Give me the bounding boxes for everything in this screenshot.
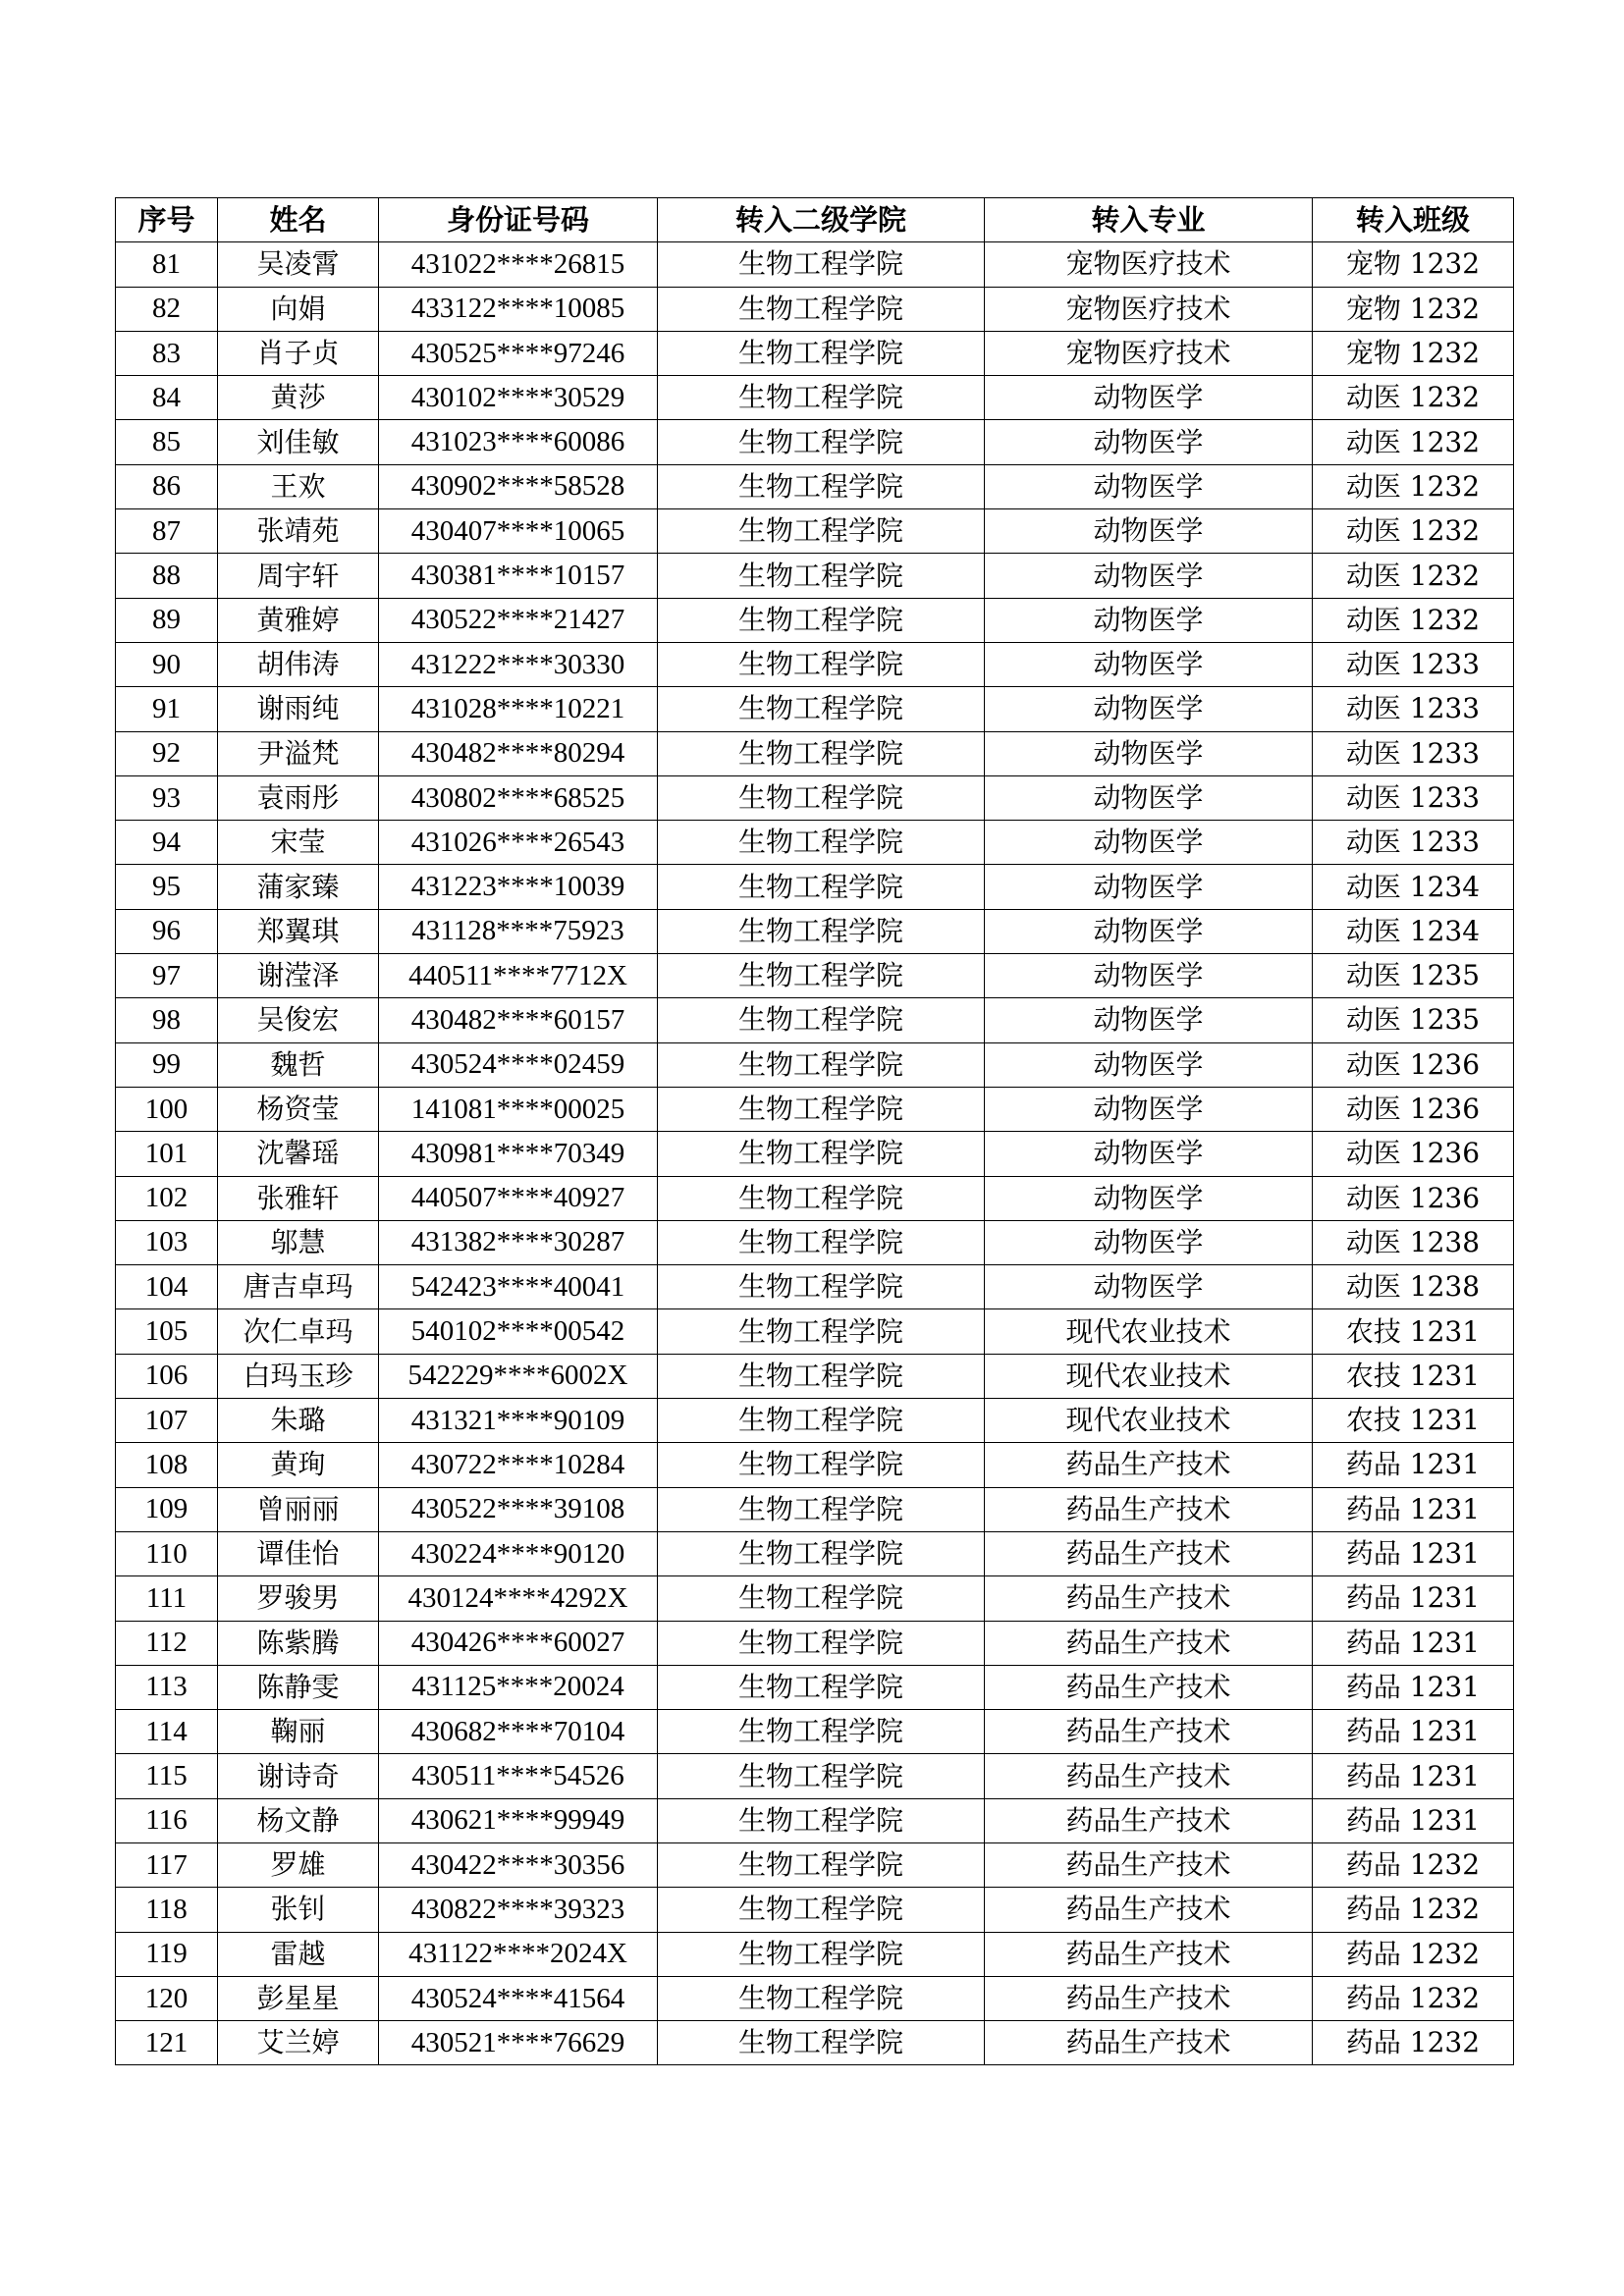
cell-target-class: 动医 1232 — [1313, 464, 1514, 508]
cell-serial-number: 86 — [116, 464, 218, 508]
table-row — [116, 1487, 1514, 1531]
table-row — [116, 1621, 1514, 1665]
cell-target-college: 生物工程学院 — [658, 1132, 985, 1176]
cell-id-number: 430524****02459 — [379, 1042, 658, 1087]
cell-target-college: 生物工程学院 — [658, 464, 985, 508]
cell-serial-number: 97 — [116, 954, 218, 998]
cell-target-college: 生物工程学院 — [658, 1487, 985, 1531]
cell-id-number: 430525****97246 — [379, 331, 658, 375]
cell-target-college: 生物工程学院 — [658, 1710, 985, 1754]
cell-target-college: 生物工程学院 — [658, 731, 985, 775]
cell-id-number: 430102****30529 — [379, 376, 658, 420]
cell-name: 尹溢梵 — [218, 731, 379, 775]
table-row — [116, 1220, 1514, 1264]
table-row — [116, 1754, 1514, 1798]
cell-target-college: 生物工程学院 — [658, 331, 985, 375]
cell-id-number: 431125****20024 — [379, 1665, 658, 1709]
cell-serial-number: 98 — [116, 998, 218, 1042]
cell-serial-number: 96 — [116, 909, 218, 953]
cell-serial-number: 83 — [116, 331, 218, 375]
cell-target-major: 药品生产技术 — [985, 1487, 1313, 1531]
cell-target-major: 药品生产技术 — [985, 1888, 1313, 1932]
cell-name: 袁雨彤 — [218, 775, 379, 820]
cell-target-class: 动医 1236 — [1313, 1042, 1514, 1087]
table-row — [116, 1443, 1514, 1487]
cell-serial-number: 120 — [116, 1976, 218, 2020]
table-row — [116, 1576, 1514, 1621]
cell-id-number: 430981****70349 — [379, 1132, 658, 1176]
cell-target-class: 动医 1235 — [1313, 954, 1514, 998]
cell-target-college: 生物工程学院 — [658, 376, 985, 420]
cell-target-college: 生物工程学院 — [658, 642, 985, 686]
cell-id-number: 431222****30330 — [379, 642, 658, 686]
cell-name: 黄莎 — [218, 376, 379, 420]
table-body — [116, 242, 1514, 2065]
cell-target-college: 生物工程学院 — [658, 954, 985, 998]
header-target-class: 转入班级 — [1313, 198, 1514, 242]
cell-id-number: 540102****00542 — [379, 1309, 658, 1354]
cell-name: 唐吉卓玛 — [218, 1265, 379, 1309]
cell-target-major: 动物医学 — [985, 775, 1313, 820]
table-row — [116, 1665, 1514, 1709]
cell-target-college: 生物工程学院 — [658, 420, 985, 464]
cell-target-college: 生物工程学院 — [658, 1798, 985, 1842]
cell-id-number: 141081****00025 — [379, 1087, 658, 1131]
cell-target-major: 药品生产技术 — [985, 1531, 1313, 1575]
table-row — [116, 554, 1514, 598]
cell-target-class: 农技 1231 — [1313, 1354, 1514, 1398]
cell-target-major: 药品生产技术 — [985, 1932, 1313, 1976]
table-row — [116, 1710, 1514, 1754]
cell-name: 谢雨纯 — [218, 687, 379, 731]
cell-name: 刘佳敏 — [218, 420, 379, 464]
cell-id-number: 430426****60027 — [379, 1621, 658, 1665]
cell-serial-number: 89 — [116, 598, 218, 642]
cell-serial-number: 117 — [116, 1842, 218, 1887]
cell-serial-number: 112 — [116, 1621, 218, 1665]
cell-target-major: 药品生产技术 — [985, 2021, 1313, 2065]
cell-target-class: 动医 1233 — [1313, 775, 1514, 820]
cell-target-class: 药品 1232 — [1313, 1842, 1514, 1887]
cell-name: 次仁卓玛 — [218, 1309, 379, 1354]
cell-target-major: 药品生产技术 — [985, 1443, 1313, 1487]
cell-target-college: 生物工程学院 — [658, 1531, 985, 1575]
table-row — [116, 731, 1514, 775]
table-row — [116, 1354, 1514, 1398]
table-row — [116, 420, 1514, 464]
header-id-number: 身份证号码 — [379, 198, 658, 242]
table-row — [116, 1132, 1514, 1176]
cell-target-class: 动医 1232 — [1313, 509, 1514, 554]
cell-target-major: 药品生产技术 — [985, 1621, 1313, 1665]
cell-target-college: 生物工程学院 — [658, 1976, 985, 2020]
cell-serial-number: 93 — [116, 775, 218, 820]
cell-id-number: 542229****6002X — [379, 1354, 658, 1398]
cell-id-number: 542423****40041 — [379, 1265, 658, 1309]
cell-serial-number: 91 — [116, 687, 218, 731]
cell-target-class: 动医 1236 — [1313, 1176, 1514, 1220]
cell-target-class: 药品 1232 — [1313, 1932, 1514, 1976]
cell-target-college: 生物工程学院 — [658, 1220, 985, 1264]
cell-target-major: 动物医学 — [985, 1042, 1313, 1087]
header-target-college: 转入二级学院 — [658, 198, 985, 242]
header-serial-number: 序号 — [116, 198, 218, 242]
cell-name: 杨资莹 — [218, 1087, 379, 1131]
cell-target-college: 生物工程学院 — [658, 1176, 985, 1220]
cell-name: 罗雄 — [218, 1842, 379, 1887]
cell-name: 陈静雯 — [218, 1665, 379, 1709]
table-row — [116, 821, 1514, 865]
cell-target-college: 生物工程学院 — [658, 998, 985, 1042]
cell-serial-number: 103 — [116, 1220, 218, 1264]
cell-target-class: 农技 1231 — [1313, 1309, 1514, 1354]
cell-target-major: 动物医学 — [985, 464, 1313, 508]
cell-name: 蒲家臻 — [218, 865, 379, 909]
cell-target-major: 动物医学 — [985, 998, 1313, 1042]
cell-id-number: 430621****99949 — [379, 1798, 658, 1842]
cell-serial-number: 113 — [116, 1665, 218, 1709]
cell-target-class: 宠物 1232 — [1313, 331, 1514, 375]
cell-target-major: 动物医学 — [985, 376, 1313, 420]
table-row — [116, 865, 1514, 909]
cell-target-major: 动物医学 — [985, 1087, 1313, 1131]
cell-serial-number: 106 — [116, 1354, 218, 1398]
cell-target-class: 药品 1232 — [1313, 1888, 1514, 1932]
cell-target-class: 动医 1233 — [1313, 687, 1514, 731]
cell-name: 郑翼琪 — [218, 909, 379, 953]
cell-id-number: 431128****75923 — [379, 909, 658, 953]
cell-name: 张靖苑 — [218, 509, 379, 554]
cell-name: 吴俊宏 — [218, 998, 379, 1042]
table-row — [116, 2021, 1514, 2065]
cell-name: 罗骏男 — [218, 1576, 379, 1621]
cell-target-class: 药品 1231 — [1313, 1710, 1514, 1754]
cell-id-number: 431122****2024X — [379, 1932, 658, 1976]
cell-id-number: 430521****76629 — [379, 2021, 658, 2065]
cell-name: 白玛玉珍 — [218, 1354, 379, 1398]
cell-target-class: 动医 1233 — [1313, 642, 1514, 686]
table-header-row — [116, 198, 1514, 242]
cell-target-class: 动医 1236 — [1313, 1087, 1514, 1131]
cell-target-major: 宠物医疗技术 — [985, 287, 1313, 331]
cell-target-college: 生物工程学院 — [658, 1087, 985, 1131]
cell-serial-number: 85 — [116, 420, 218, 464]
cell-name: 鞠丽 — [218, 1710, 379, 1754]
table-row — [116, 1888, 1514, 1932]
cell-target-major: 动物医学 — [985, 420, 1313, 464]
cell-target-major: 动物医学 — [985, 1176, 1313, 1220]
cell-target-major: 药品生产技术 — [985, 1798, 1313, 1842]
cell-id-number: 430511****54526 — [379, 1754, 658, 1798]
cell-target-class: 动医 1232 — [1313, 598, 1514, 642]
cell-target-college: 生物工程学院 — [658, 1354, 985, 1398]
cell-target-major: 药品生产技术 — [985, 1665, 1313, 1709]
cell-target-major: 动物医学 — [985, 1132, 1313, 1176]
cell-id-number: 430407****10065 — [379, 509, 658, 554]
cell-name: 黄珣 — [218, 1443, 379, 1487]
cell-id-number: 430422****30356 — [379, 1842, 658, 1887]
cell-id-number: 430722****10284 — [379, 1443, 658, 1487]
cell-target-class: 药品 1232 — [1313, 2021, 1514, 2065]
table-row — [116, 242, 1514, 287]
cell-target-major: 宠物医疗技术 — [985, 242, 1313, 287]
cell-id-number: 430682****70104 — [379, 1710, 658, 1754]
cell-target-college: 生物工程学院 — [658, 1309, 985, 1354]
cell-name: 曾丽丽 — [218, 1487, 379, 1531]
cell-id-number: 430822****39323 — [379, 1888, 658, 1932]
cell-name: 宋莹 — [218, 821, 379, 865]
table-row — [116, 1399, 1514, 1443]
cell-serial-number: 101 — [116, 1132, 218, 1176]
cell-serial-number: 87 — [116, 509, 218, 554]
cell-name: 谢诗奇 — [218, 1754, 379, 1798]
cell-name: 雷越 — [218, 1932, 379, 1976]
cell-target-class: 药品 1232 — [1313, 1976, 1514, 2020]
cell-target-college: 生物工程学院 — [658, 1042, 985, 1087]
cell-target-college: 生物工程学院 — [658, 1842, 985, 1887]
cell-serial-number: 88 — [116, 554, 218, 598]
cell-serial-number: 90 — [116, 642, 218, 686]
cell-id-number: 430124****4292X — [379, 1576, 658, 1621]
cell-target-class: 宠物 1232 — [1313, 242, 1514, 287]
cell-id-number: 431022****26815 — [379, 242, 658, 287]
cell-target-college: 生物工程学院 — [658, 1932, 985, 1976]
cell-target-class: 药品 1231 — [1313, 1665, 1514, 1709]
cell-target-major: 药品生产技术 — [985, 1842, 1313, 1887]
cell-target-class: 动医 1232 — [1313, 554, 1514, 598]
cell-serial-number: 121 — [116, 2021, 218, 2065]
cell-serial-number: 105 — [116, 1309, 218, 1354]
cell-id-number: 440507****40927 — [379, 1176, 658, 1220]
cell-target-college: 生物工程学院 — [658, 1665, 985, 1709]
cell-target-college: 生物工程学院 — [658, 2021, 985, 2065]
cell-target-class: 药品 1231 — [1313, 1754, 1514, 1798]
cell-name: 谢滢泽 — [218, 954, 379, 998]
cell-target-college: 生物工程学院 — [658, 1399, 985, 1443]
cell-name: 朱璐 — [218, 1399, 379, 1443]
cell-target-college: 生物工程学院 — [658, 821, 985, 865]
cell-name: 艾兰婷 — [218, 2021, 379, 2065]
table-row — [116, 998, 1514, 1042]
cell-name: 杨文静 — [218, 1798, 379, 1842]
cell-target-class: 动医 1234 — [1313, 909, 1514, 953]
table-row — [116, 1042, 1514, 1087]
table-row — [116, 331, 1514, 375]
table-row — [116, 1176, 1514, 1220]
cell-id-number: 430381****10157 — [379, 554, 658, 598]
cell-target-class: 动医 1233 — [1313, 821, 1514, 865]
cell-target-major: 药品生产技术 — [985, 1976, 1313, 2020]
cell-target-class: 动医 1238 — [1313, 1220, 1514, 1264]
table-row — [116, 1309, 1514, 1354]
cell-target-college: 生物工程学院 — [658, 509, 985, 554]
cell-target-major: 宠物医疗技术 — [985, 331, 1313, 375]
cell-target-class: 宠物 1232 — [1313, 287, 1514, 331]
cell-target-college: 生物工程学院 — [658, 1888, 985, 1932]
table-row — [116, 287, 1514, 331]
cell-target-major: 动物医学 — [985, 1220, 1313, 1264]
cell-target-college: 生物工程学院 — [658, 1621, 985, 1665]
cell-serial-number: 115 — [116, 1754, 218, 1798]
cell-target-major: 动物医学 — [985, 865, 1313, 909]
cell-target-class: 药品 1231 — [1313, 1443, 1514, 1487]
cell-name: 黄雅婷 — [218, 598, 379, 642]
cell-id-number: 430522****39108 — [379, 1487, 658, 1531]
cell-id-number: 430482****80294 — [379, 731, 658, 775]
cell-id-number: 430902****58528 — [379, 464, 658, 508]
cell-target-class: 动医 1235 — [1313, 998, 1514, 1042]
cell-name: 肖子贞 — [218, 331, 379, 375]
cell-target-college: 生物工程学院 — [658, 1576, 985, 1621]
table-row — [116, 1087, 1514, 1131]
cell-target-class: 动医 1238 — [1313, 1265, 1514, 1309]
table-row — [116, 1798, 1514, 1842]
cell-name: 王欢 — [218, 464, 379, 508]
cell-target-class: 药品 1231 — [1313, 1621, 1514, 1665]
cell-id-number: 431026****26543 — [379, 821, 658, 865]
cell-target-major: 动物医学 — [985, 909, 1313, 953]
table-row — [116, 598, 1514, 642]
cell-serial-number: 110 — [116, 1531, 218, 1575]
cell-serial-number: 111 — [116, 1576, 218, 1621]
cell-name: 吴凌霄 — [218, 242, 379, 287]
table-row — [116, 1976, 1514, 2020]
cell-name: 沈馨瑶 — [218, 1132, 379, 1176]
cell-name: 张雅轩 — [218, 1176, 379, 1220]
cell-serial-number: 119 — [116, 1932, 218, 1976]
transfer-student-table — [115, 197, 1514, 2065]
cell-id-number: 431321****90109 — [379, 1399, 658, 1443]
cell-name: 邬慧 — [218, 1220, 379, 1264]
cell-id-number: 440511****7712X — [379, 954, 658, 998]
cell-id-number: 431382****30287 — [379, 1220, 658, 1264]
cell-serial-number: 102 — [116, 1176, 218, 1220]
cell-name: 周宇轩 — [218, 554, 379, 598]
cell-target-major: 动物医学 — [985, 598, 1313, 642]
cell-name: 魏哲 — [218, 1042, 379, 1087]
header-target-major: 转入专业 — [985, 198, 1313, 242]
cell-target-major: 药品生产技术 — [985, 1710, 1313, 1754]
table-row — [116, 775, 1514, 820]
cell-target-college: 生物工程学院 — [658, 1265, 985, 1309]
cell-name: 胡伟涛 — [218, 642, 379, 686]
cell-serial-number: 100 — [116, 1087, 218, 1131]
cell-target-major: 药品生产技术 — [985, 1754, 1313, 1798]
table-row — [116, 909, 1514, 953]
cell-name: 张钊 — [218, 1888, 379, 1932]
cell-target-major: 动物医学 — [985, 642, 1313, 686]
cell-id-number: 430802****68525 — [379, 775, 658, 820]
cell-target-class: 药品 1231 — [1313, 1531, 1514, 1575]
cell-serial-number: 94 — [116, 821, 218, 865]
table-row — [116, 464, 1514, 508]
table-row — [116, 1265, 1514, 1309]
cell-target-college: 生物工程学院 — [658, 865, 985, 909]
cell-target-college: 生物工程学院 — [658, 909, 985, 953]
cell-id-number: 430522****21427 — [379, 598, 658, 642]
header-name: 姓名 — [218, 198, 379, 242]
cell-id-number: 431028****10221 — [379, 687, 658, 731]
cell-id-number: 430482****60157 — [379, 998, 658, 1042]
cell-target-class: 动医 1234 — [1313, 865, 1514, 909]
cell-target-major: 动物医学 — [985, 1265, 1313, 1309]
cell-name: 向娟 — [218, 287, 379, 331]
cell-name: 陈紫腾 — [218, 1621, 379, 1665]
cell-target-class: 药品 1231 — [1313, 1798, 1514, 1842]
cell-serial-number: 109 — [116, 1487, 218, 1531]
cell-target-major: 动物医学 — [985, 821, 1313, 865]
cell-target-college: 生物工程学院 — [658, 554, 985, 598]
cell-target-class: 药品 1231 — [1313, 1487, 1514, 1531]
cell-name: 彭星星 — [218, 1976, 379, 2020]
cell-id-number: 431223****10039 — [379, 865, 658, 909]
cell-serial-number: 92 — [116, 731, 218, 775]
cell-serial-number: 104 — [116, 1265, 218, 1309]
cell-serial-number: 107 — [116, 1399, 218, 1443]
table-header — [116, 198, 1514, 242]
cell-target-major: 动物医学 — [985, 687, 1313, 731]
cell-target-college: 生物工程学院 — [658, 1754, 985, 1798]
table-row — [116, 509, 1514, 554]
cell-target-college: 生物工程学院 — [658, 1443, 985, 1487]
cell-target-class: 药品 1231 — [1313, 1576, 1514, 1621]
cell-target-class: 动医 1233 — [1313, 731, 1514, 775]
cell-target-college: 生物工程学院 — [658, 242, 985, 287]
cell-target-major: 动物医学 — [985, 731, 1313, 775]
cell-target-major: 现代农业技术 — [985, 1399, 1313, 1443]
cell-serial-number: 108 — [116, 1443, 218, 1487]
cell-target-major: 动物医学 — [985, 554, 1313, 598]
cell-target-class: 农技 1231 — [1313, 1399, 1514, 1443]
cell-serial-number: 95 — [116, 865, 218, 909]
cell-serial-number: 114 — [116, 1710, 218, 1754]
cell-target-college: 生物工程学院 — [658, 287, 985, 331]
cell-target-college: 生物工程学院 — [658, 598, 985, 642]
cell-target-major: 动物医学 — [985, 954, 1313, 998]
cell-target-college: 生物工程学院 — [658, 775, 985, 820]
table-row — [116, 1531, 1514, 1575]
cell-id-number: 430224****90120 — [379, 1531, 658, 1575]
cell-serial-number: 118 — [116, 1888, 218, 1932]
cell-id-number: 431023****60086 — [379, 420, 658, 464]
table-row — [116, 642, 1514, 686]
table-row — [116, 1842, 1514, 1887]
cell-target-class: 动医 1232 — [1313, 376, 1514, 420]
table-row — [116, 1932, 1514, 1976]
table-row — [116, 376, 1514, 420]
cell-target-class: 动医 1232 — [1313, 420, 1514, 464]
cell-target-major: 动物医学 — [985, 509, 1313, 554]
cell-target-major: 现代农业技术 — [985, 1309, 1313, 1354]
cell-id-number: 433122****10085 — [379, 287, 658, 331]
table-row — [116, 687, 1514, 731]
cell-target-class: 动医 1236 — [1313, 1132, 1514, 1176]
table-row — [116, 954, 1514, 998]
cell-target-college: 生物工程学院 — [658, 687, 985, 731]
cell-serial-number: 82 — [116, 287, 218, 331]
cell-target-major: 药品生产技术 — [985, 1576, 1313, 1621]
cell-id-number: 430524****41564 — [379, 1976, 658, 2020]
cell-serial-number: 84 — [116, 376, 218, 420]
cell-serial-number: 81 — [116, 242, 218, 287]
cell-serial-number: 99 — [116, 1042, 218, 1087]
cell-target-major: 现代农业技术 — [985, 1354, 1313, 1398]
cell-serial-number: 116 — [116, 1798, 218, 1842]
cell-name: 谭佳怡 — [218, 1531, 379, 1575]
